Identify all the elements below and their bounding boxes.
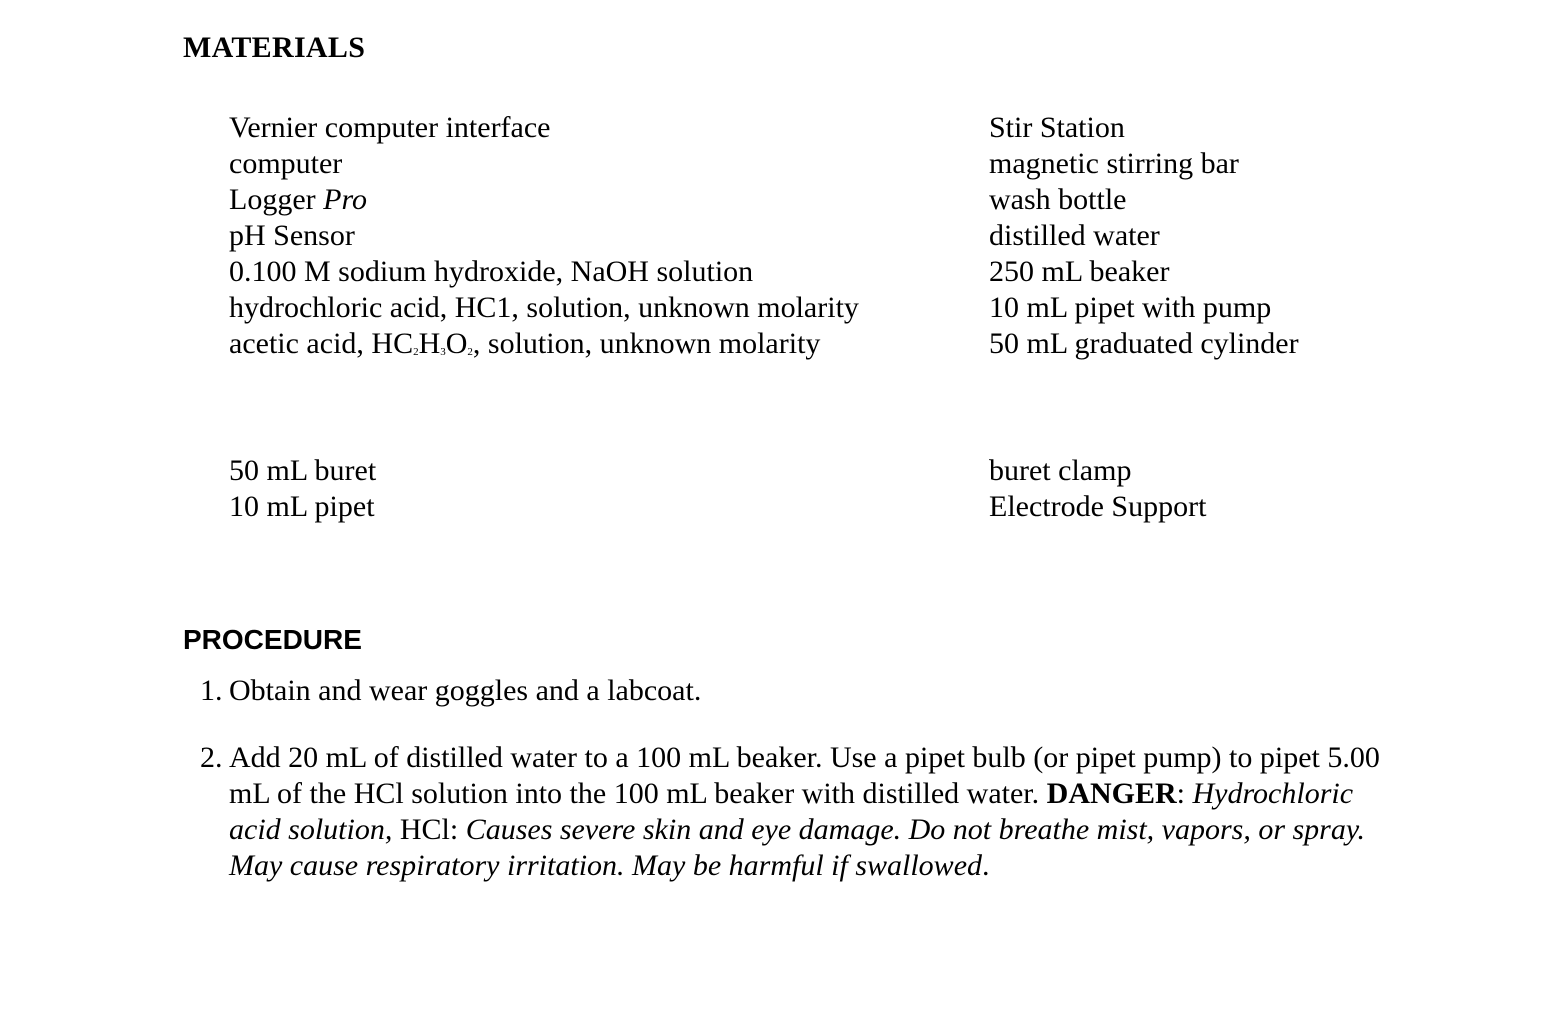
hazard-end: . <box>982 849 990 882</box>
formula-subscript: 2 <box>413 346 419 358</box>
danger-colon: : <box>1176 777 1186 810</box>
materials-heading: MATERIALS <box>183 31 366 64</box>
material-item <box>229 182 859 218</box>
hazard-statement: Causes severe skin and eye damage. Do not breathe mist, vapors, or spray. May cause respiratory irritation. May be harmful if swallowed <box>229 813 1366 882</box>
material-item: wash bottle <box>989 183 1127 216</box>
danger-label: DANGER <box>1046 777 1177 810</box>
step-text-main: Add 20 mL of distilled water to a 100 mL beaker. Use a pipet bulb (or pipet pump) to pipet 5.00 mL of the HCl solution into the 100 mL beaker with distilled water. <box>229 741 1380 810</box>
step-number: 1. <box>200 674 223 707</box>
material-item: 50 mL graduated cylinder <box>989 327 1299 360</box>
material-item: distilled water <box>989 219 1160 252</box>
material-item: hydrochloric acid, HC1, solution, unknown molarity <box>229 291 859 324</box>
formula-part: acetic acid, HC <box>229 327 414 360</box>
material-item: magnetic stirring bar <box>989 147 1239 180</box>
formula-subscript: 2 <box>467 346 473 358</box>
material-item: 10 mL pipet with pump <box>989 291 1272 324</box>
material-item: Electrode Support <box>989 490 1207 523</box>
material-item-italic: Pro <box>323 183 368 216</box>
material-item: computer <box>229 147 343 180</box>
material-item: buret clamp <box>989 454 1132 487</box>
step-text: Obtain and wear goggles and a labcoat. <box>229 674 702 707</box>
material-item-text: Logger <box>229 183 324 216</box>
materials-list-right-extra <box>989 453 1206 525</box>
formula-part: O <box>445 327 468 360</box>
materials-list-left-extra <box>229 453 376 525</box>
materials-list-left <box>229 110 859 362</box>
hazard-name: Hydrochloric acid solution, <box>229 777 1354 846</box>
material-item: 50 mL buret <box>229 454 377 487</box>
material-item: pH Sensor <box>229 219 355 252</box>
material-item-acetic-acid <box>229 326 859 362</box>
procedure-heading: PROCEDURE <box>183 624 362 655</box>
step-text <box>229 740 1390 884</box>
hazard-formula: HCl: <box>392 813 466 846</box>
procedure-step-2 <box>200 740 1390 884</box>
material-item: 250 mL beaker <box>989 255 1170 288</box>
formula-part: H <box>418 327 441 360</box>
step-number: 2. <box>200 741 223 774</box>
material-item: 0.100 M sodium hydroxide, NaOH solution <box>229 255 754 288</box>
procedure-step-1 <box>200 673 1390 709</box>
material-item: 10 mL pipet <box>229 490 375 523</box>
material-item: Stir Station <box>989 111 1125 144</box>
material-item: Vernier computer interface <box>229 111 551 144</box>
formula-part: , solution, unknown molarity <box>472 327 821 360</box>
formula-subscript: 3 <box>440 346 446 358</box>
materials-list-right <box>989 110 1299 362</box>
